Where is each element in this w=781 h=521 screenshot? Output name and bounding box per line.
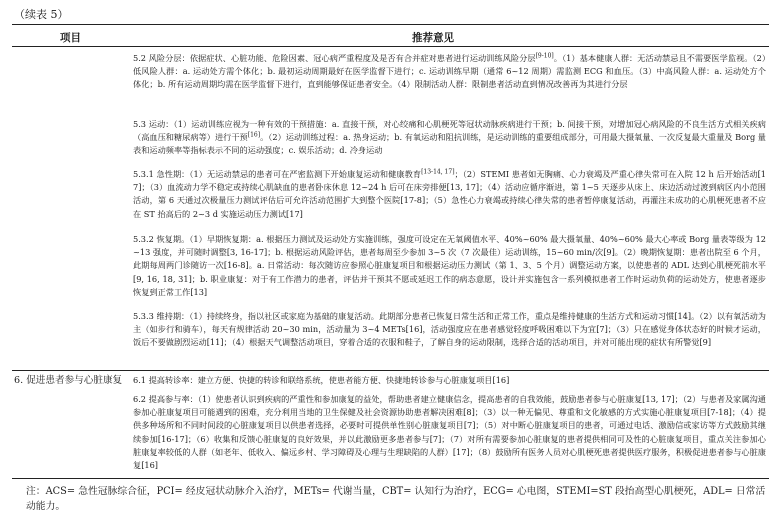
row6-item-label: 6. 促进患者参与心脏康复 — [14, 375, 123, 386]
paragraph-5-3-1: 5.3.1 急性期：（1）无运动禁忌的患者可在严密监测下开始康复运动和健康教育[13-14, 17]；（2）STEMI 患者如无胸痛、心力衰竭及严重心律失常可在入院 12 h 后开始活动[17]；（3）血流动力学不稳定或持续心肌缺血的患者卧床休息 12~24 h 后可在床旁排便[13, 17]；（4）活动应循序渐进，第 1~5 天逐步从床上、床边活动过渡到病区内小范围活动，第 6 天通过次极量压力测试评估后可允许活动范围扩大到整个医院[17-8]；（5）急性心力衰竭或持续心律失常的患者暂停康复活动，再灌注未成功的心肌梗死患者不应在 ST 抬高后的 2~3 d 实施运动压力测试[17] — [133, 168, 767, 219]
table-footnote: 注：ACS= 急性冠脉综合征，PCI= 经皮冠状动脉介入治疗，METs= 代谢当量，CBT= 认知行为治疗，ECG= 心电图，STEMI=ST 段抬高型心肌梗死，ADL= 日常活动能力。 — [26, 486, 766, 512]
header-recommendation: 推荐意见 — [412, 32, 454, 44]
paragraph-5-3: 5.3 运动：（1）运动训练应视为一种有效的干预措施：a. 直接干预，对心绞痛和心肌梗死等冠状动脉疾病进行干预；b. 间接干预，对增加冠心病风险的不良生活方式相关疾病（高血压和糖尿病等）进行干预[16]。（2）运动训练过程：a. 热身运动；b. 有氧运动和阻抗训练，是运动训练的重要组成部分，可用最大摄氧量、一次反复最大重量及 Borg 量表和运动频率等指标表示不同的运动强度；c. 娱乐活动；d. 冷身运动 — [133, 119, 766, 156]
paragraph-6-2: 6.2 提高参与率：（1）使患者认识到疾病的严重性和参加康复的益处，帮助患者建立健康信念，提高患者的自我效能，鼓励患者参与心脏康复[13, 17]；（2）与患者及家属沟通参加心脏康复项目可能遇到的困难，充分利用当地的卫生保健及社会资源协助患者解决困难[8]；（3）以一种无偏见、尊重和文化敏感的方式实施心脏康复项目[7-18]；（4）提供多种场所和不同时间段的心脏康复项目以供患者选择，必要时可提供单性别心脏康复项目[7]；（5）对中断心脏康复项目的患者，可通过电话、激励信或家访等方式鼓励其继续参加[16-17]；（6）收集和反馈心脏康复的良好效果，并以此激励更多患者参与[7]；（7）对所有需要参加心脏康复的患者提供相同可及性的心脏康复项目，重点关注参加心脏康复率较低的人群（如老年、低收入、偏远乡村、学习障碍及心理与生理缺陷的人群）[17]；（8）鼓励所有医务人员对心肌梗死患者提供医疗服务，积极促进患者参与心脏康复[16] — [133, 394, 766, 471]
header-rule — [12, 46, 769, 47]
top-rule — [12, 24, 769, 25]
header-item: 项目 — [60, 32, 81, 44]
paragraph-6-1: 6.1 提高转诊率：建立方便、快捷的转诊和联络系统，使患者能方便、快捷地转诊参与心脏康复项目[16] — [133, 375, 510, 385]
section-rule — [12, 370, 769, 371]
paragraph-5-3-2: 5.3.2 恢复期。（1）早期恢复期：a. 根据压力测试及运动处方实施训练，强度可设定在无氧阈值水平、40%~60% 最大摄氧量、40%~60% 最大心率或 Borg 量表等级为 12~13 强度，并可随时调整[3, 16-17]；b. 根据运动风险评估，患者每周至少参加 3~5 次（7 次最佳）运动训练，15~60 min/次[9]。（2）晚期恢复期：患者出院至 6 个月，此期每周两门诊随访一次[16-8]。a. 日常活动：每次随访应参照心脏康复项目和根据运动压力测试（第 1、3、5 个月）调整运动方案，以使患者的 ADL 达到心肌梗死前水平[9, 16, 18, 31]；b. 职业康复：对于有工作潜力的患者，评估并干预其不愿或延迟工作的病态意愿，设计并实施包含一系列模拟患者工作时运动负荷的运动处方，使患者逐步恢复到正常工作[13] — [133, 234, 766, 297]
bottom-rule — [12, 478, 769, 479]
table-caption: （续表 5） — [14, 8, 69, 21]
paragraph-5-2: 5.2 风险分层：依据症状、心脏功能、危险因素、冠心病严重程度及是否有合并症对患者进行运动训练风险分层[9-10]。（1）基本健康人群：无活动禁忌且不需要医学监视。（2）低风险人群：a. 运动处方需个体化；b. 最初运动周期最好在医学监督下进行；c. 运动训练早期（通常 6~12 周期）需监测 ECG 和血压。（3）中高风险人群：a. 运动处方个体化；b. 所有运动周期均需在医学监督下进行，直到能够保证患者安全。（4）限制活动人群：限制患者活动直到情况改善再为其进行分层 — [133, 52, 767, 90]
paragraph-5-3-3: 5.3.3 维持期：（1）持续终身，指以社区或家庭为基础的康复活动。此期部分患者已恢复日常生活和正常工作，重点是维持健康的生活方式和运动习惯[14]。（2）以有氧活动为主（如步行和骑车），每天有规律活动 20~30 min，活动量为 3~4 METs[16]，活动强度应在患者感觉轻度呼吸困难以下为宜[7]；（3）只在感觉身体状态好的时候才运动，饭后不要做剧烈运动[11]；（4）根据天气调整活动项目，穿着合适的衣服和鞋子，了解自身的运动限制，选择合适的活动项目，并对可能出现的症状有所警觉[9] — [133, 311, 766, 348]
